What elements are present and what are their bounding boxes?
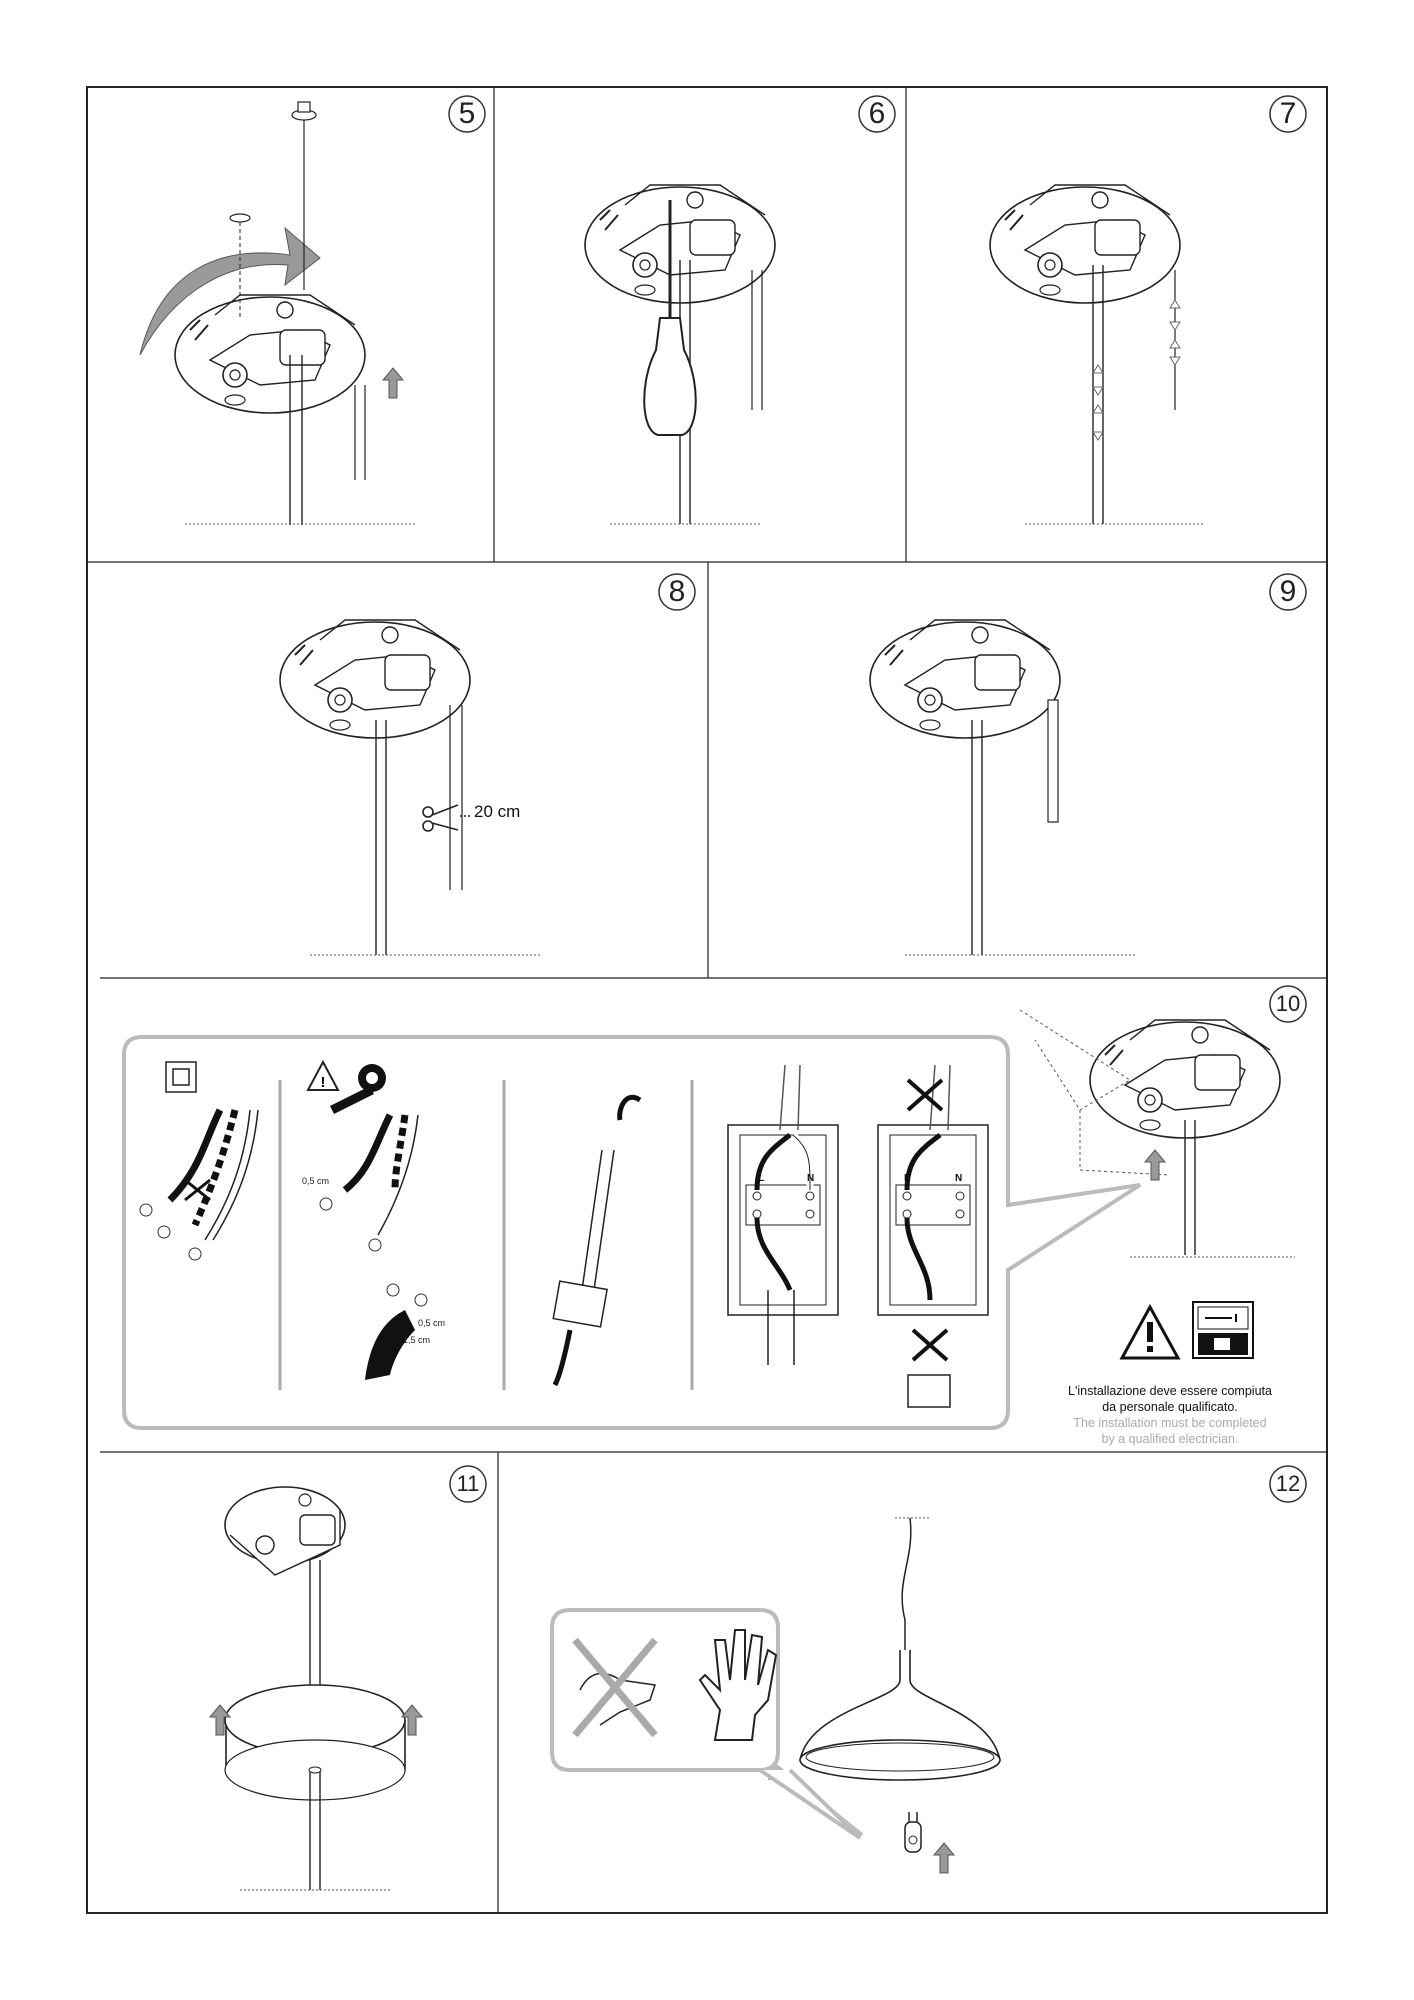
warning-text-italian <box>1040 1383 1300 1415</box>
scissors-icon <box>423 805 470 831</box>
step-number-7: 7 <box>1279 97 1297 130</box>
class-ii-icon <box>166 1062 196 1092</box>
strip-length-label-c: 1,5 cm <box>403 1335 431 1345</box>
warning-it-line-2: da personale qualificato. <box>1102 1400 1238 1414</box>
terminal-l-right: L <box>904 1173 911 1184</box>
unplug-icon <box>1193 1302 1253 1358</box>
step-number-8: 8 <box>668 575 686 608</box>
step-number-12: 12 <box>1275 1471 1301 1496</box>
terminal-n-right: N <box>955 1173 963 1184</box>
terminal-n-left: N <box>807 1173 815 1184</box>
warning-en-line-2: by a qualified electrician. <box>1101 1432 1239 1446</box>
step-number-11: 11 <box>456 1471 480 1496</box>
warning-en-line-1: The installation must be completed <box>1073 1416 1267 1430</box>
cut-length-label: 20 cm <box>474 802 521 821</box>
strip-length-label-a: 0,5 cm <box>302 1176 330 1186</box>
warning-text-english <box>1040 1415 1300 1447</box>
warning-it-line-1: L'installazione deve essere compiuta <box>1068 1384 1272 1398</box>
step-number-6: 6 <box>868 97 886 130</box>
step-number-9: 9 <box>1279 575 1297 608</box>
svg-text:!: ! <box>320 1074 326 1091</box>
terminal-l-left: L <box>758 1173 765 1184</box>
strip-length-label-b: 0,5 cm <box>418 1318 446 1328</box>
no-touch-icon <box>575 1640 655 1735</box>
step-number-10: 10 <box>1275 991 1301 1016</box>
glove-icon <box>700 1630 776 1740</box>
step-number-5: 5 <box>458 97 476 130</box>
